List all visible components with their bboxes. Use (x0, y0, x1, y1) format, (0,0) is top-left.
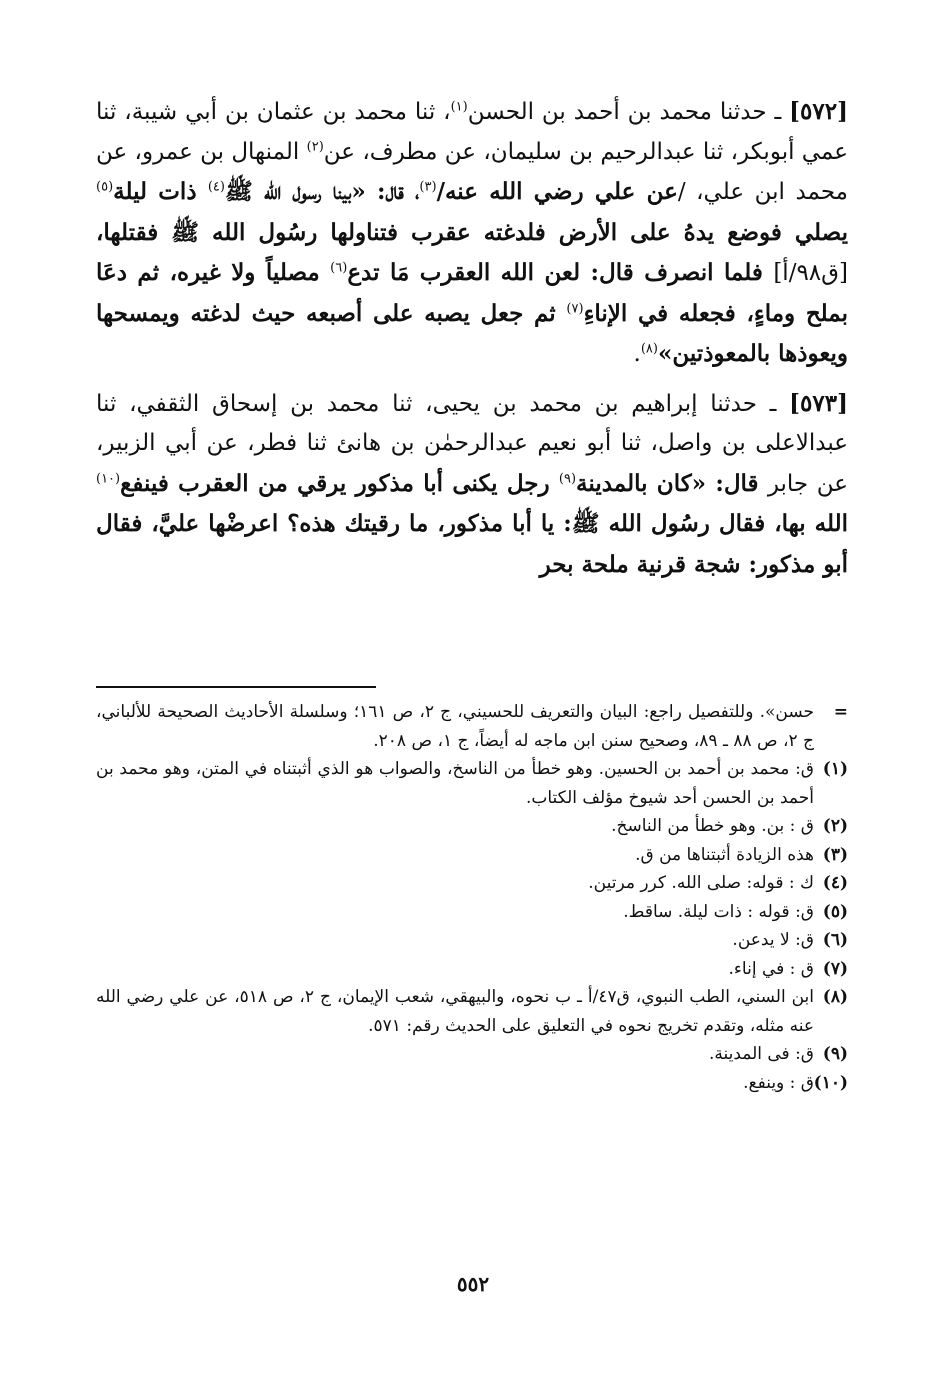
footnote-item: (٦) ق: لا يدعن. (732, 930, 848, 950)
footnote-ref: (٥) (96, 179, 114, 195)
footnotes (96, 698, 848, 1097)
footnote-ref: (٣) (419, 179, 437, 195)
footnote-item: (٧) ق : في إناء. (728, 958, 848, 979)
footnote-item: (٩) ق: فى المدينة. (708, 1044, 848, 1064)
page-number: ٥٥٢ (456, 1272, 490, 1296)
footnote-ref: (٦) (330, 260, 348, 276)
hadith-573: [٥٧٣] ـ حدثنا إبراهيم بن محمد بن يحيى، ثنا محمد بن إسحاق الثقفي، ثنا عبدالاعلى بن واصل، ثنا أبو نعيم عبدالرحمٰن بن هانئ ثنا فطر، عن أبي الزبير، عن جابر قال: «كان بالمدينة$^{(٩)}$ رجل يكنى أبا مذكور يرقي من العقرب فينفع$^{(١٠)}$ الله بها، فقال رسُول الله ﷺ: يا أبا مذكور، ما رقيتك هذه؟ اعرضْها عليَّ، فقال أبو مذكور: شجة قرنية ملحة بحر (96, 389, 848, 578)
footnote-item: (١) ق: محمد بن أحمد بن الحسين. وهو خطأ من الناسخ، والصواب هو الذي أثبتناه في المتن، وهو محمد بن أحمد بن الحسن أحد شيوخ مؤلف الكتاب. (96, 759, 848, 808)
footnote-separator (96, 686, 376, 688)
footnote-item: (٣) هذه الزيادة أثبتناها من ق. (635, 844, 848, 865)
footnote-ref: (٨) (640, 341, 658, 357)
footnote-item: (٤) ك : قوله: صلى الله. كرر مرتين. (588, 873, 848, 893)
hadith-number: [٥٧٢] (789, 98, 848, 125)
hadith-572: [٥٧٢] ـ حدثنا محمد بن أحمد بن الحسن$^{(١)}$، ثنا محمد بن عثمان بن أبي شيبة، ثنا عمي أبوبكر، ثنا عبدالرحيم بن سليمان، عن مطرف، عن$^{(٢)}$ المنهال بن عمرو، عن محمد ابن علي، /عن علي رضي الله عنه/$^{(٣)}$، قال: «بينا رسول الله ﷺ$^{(٤)}$ ذات ليلة$^{(٥)}$ يصلي فوضع يدهُ على الأرض فلدغته عقرب فتناولها رسُول الله ﷺ فقتلها،[ق٩٨/أ] فلما انصرف قال: لعن الله العقرب مَا تدع$^{(٦)}$ مصلياً ولا غيره، ثم دعَا بملح وماءٍ، فجعله في الإناءِ$^{(٧)}$ ثم جعل يصبه على أصبعه حيث لدغته ويمسحها ويعوذها بالمعوذتين»$^{(٨)}$. (96, 98, 848, 367)
footnote-item: (٢) ق : بن. وهو خطأ من الناسخ. (611, 816, 848, 836)
manuscript-folio: [ق٩٨/أ] (773, 260, 848, 286)
footnote-ref: (٧) (566, 300, 584, 316)
hadith-number: [٥٧٣] (789, 389, 848, 417)
footnote-item: (٨) ابن السني، الطب النبوي، ق٤٧/أ ـ ب نحوه، والبيهقي، شعب الإيمان، ج ٢، ص ٥١٨، عن علي رضي الله عنه مثله، وتقدم تخريج نحوه في التعليق على الحديث رقم: ٥٧١. (96, 987, 848, 1036)
footnote-ref: (٩) (558, 470, 577, 486)
footnote-item: (١٠) ق : وينفع. (743, 1072, 848, 1093)
footnote-ref: (٢) (306, 138, 324, 154)
footnote-item: (٥) ق: قوله : ذات ليلة. ساقط. (623, 901, 848, 922)
footnote-ref: (١) (450, 99, 468, 115)
footnote-ref: (١٠) (96, 470, 121, 486)
main-text (96, 92, 848, 585)
footnote-ref: (٤) (207, 179, 225, 195)
footnote-item: = حسن». وللتفصيل راجع: البيان والتعريف للحسيني، ج ٢، ص ١٦١؛ وسلسلة الأحاديث الصحيحة للألباني، ج ٢، ص ٨٨ ـ ٨٩، وصحيح سنن ابن ماجه له أيضاً، ج ١، ص ٢٠٨. (96, 702, 848, 751)
